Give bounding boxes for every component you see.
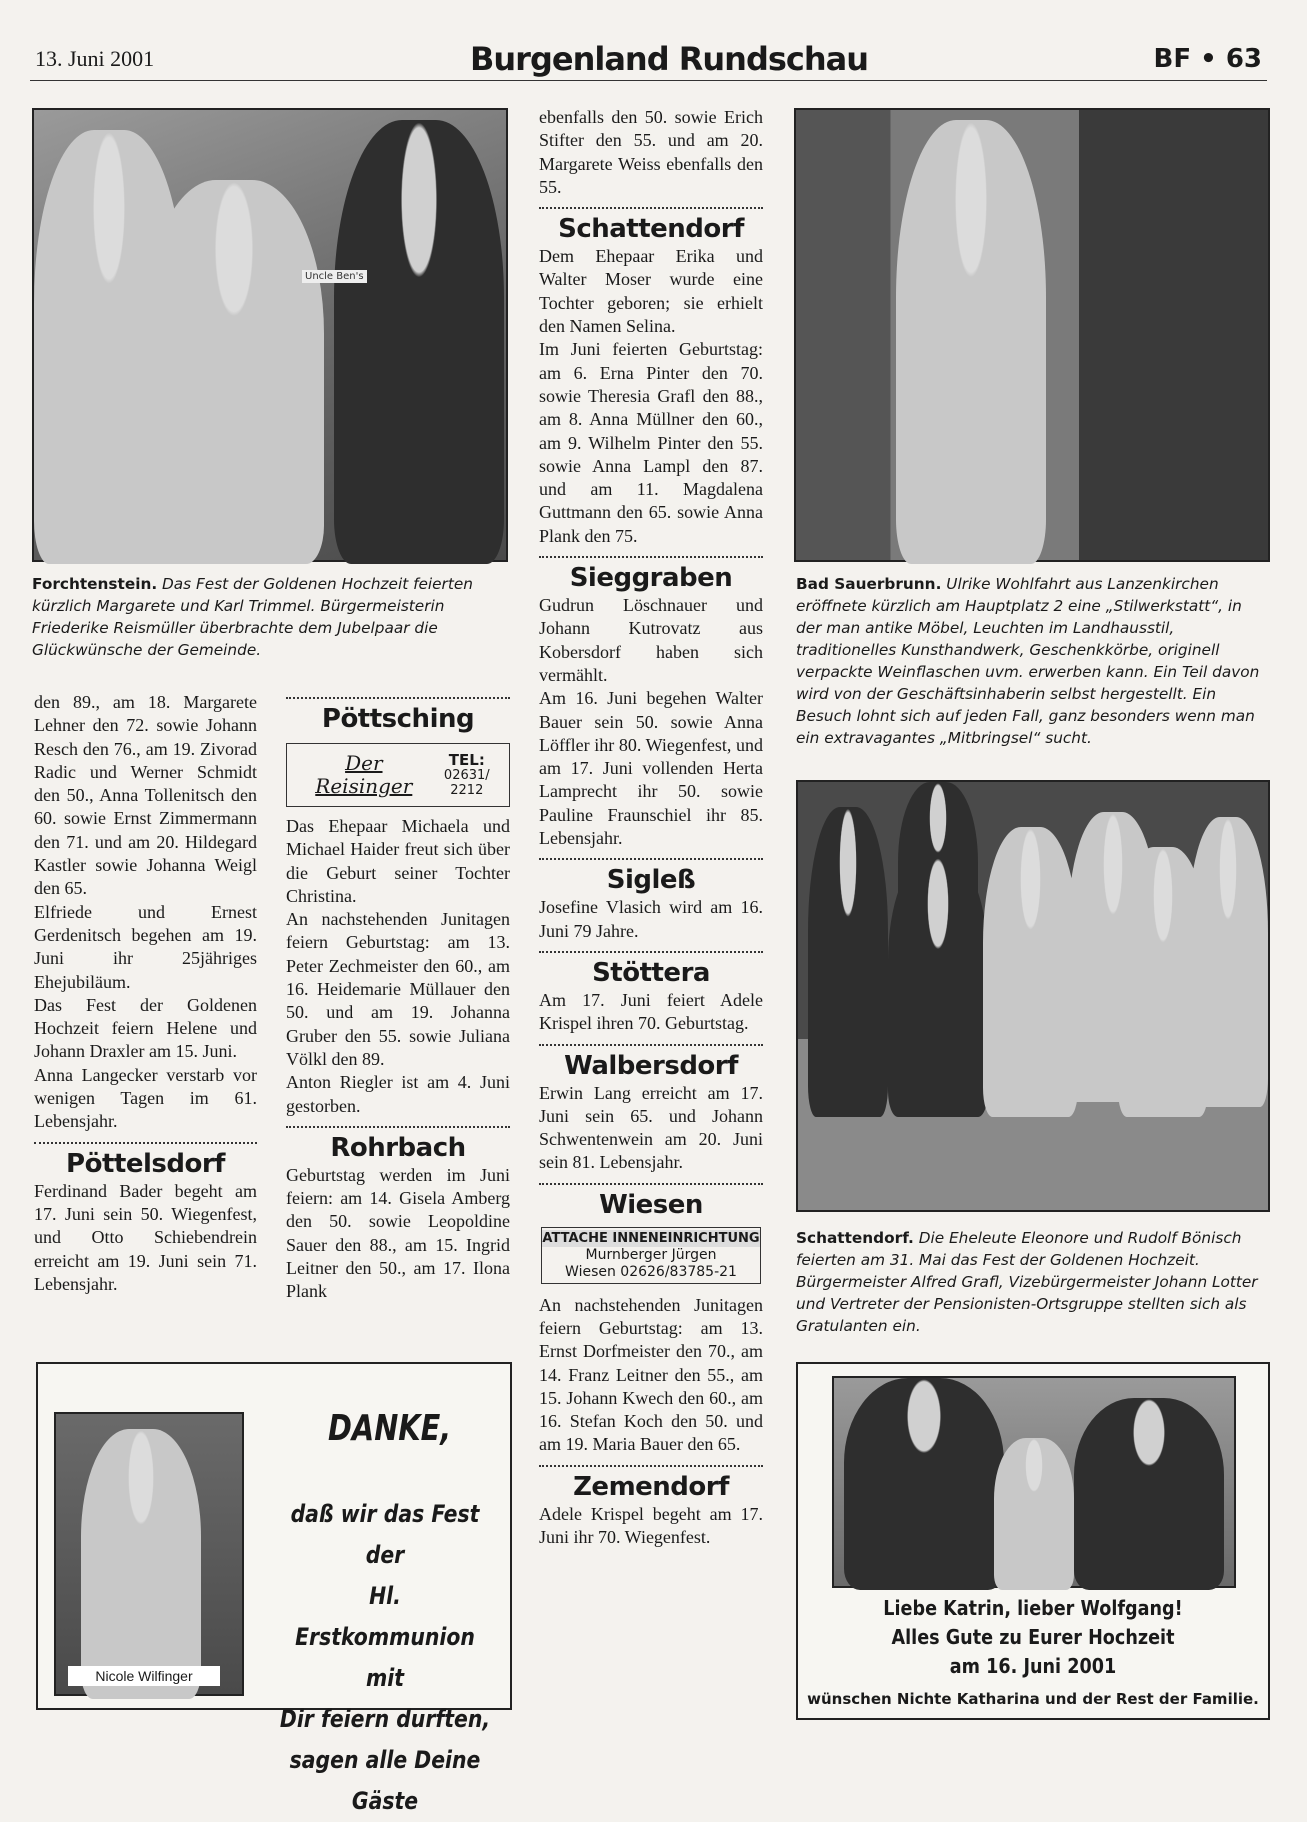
reisinger-logo: Der Reisinger <box>315 750 413 798</box>
danke-title: DANKE, <box>328 1408 452 1449</box>
caption-text: Ulrike Wohlfahrt aus Lanzenkirchen eröffnete kürzlich am Hauptplatz 2 eine „Stilwerkstatt“, in der man antike Möbel, Leuchten im Landhausstil, traditionelles Kunsthandwerk, Geschenkkörbe, originell verpackte Weinflaschen uvm. erwerben kann. Ein Teil davon wird von der Geschäftsinhaberin selbst hergestellt. Ein Besuch lohnt sich auf jeden Fall, ganz besonders wenn man ein extravagantes „Mitbringsel“ sucht. <box>796 575 1260 747</box>
paragraph: Anna Langecker verstarb vor wenigen Tagen im 61. Lebensjahr. <box>34 1064 257 1132</box>
danke-line: Dir feiern durften, <box>279 1705 491 1733</box>
person-figure <box>334 120 504 564</box>
wedding-message <box>798 1594 1268 1713</box>
tel-number: 02631/ 2212 <box>443 767 490 798</box>
section-title-pottsching: Pöttsching <box>321 704 475 734</box>
caption-place: Bad Sauerbrunn. <box>796 575 942 593</box>
danke-line: Hl. Erstkommunion mit <box>295 1582 475 1692</box>
paragraph: Am 16. Juni begehen Walter Bauer sein 50. sowie Anna Löffler ihr 80. Wiegenfest, und am 17. Juni vollenden Herta Lamprecht ihr 50. sowie Pauline Fraunschiel ihr 85. Lebensjahr. <box>539 688 763 849</box>
paragraph: Im Juni feierten Geburtstag: am 6. Erna Pinter den 70. sowie Theresia Grafl den 88., am 8. Anna Müllner den 60., am 9. Wilhelm Pinter den 55. sowie Anna Lampl den 87. und am 11. Magdalena Guttmann den 65. sowie Anna Plank den 75. <box>539 339 763 546</box>
photo-forchtenstein <box>32 108 508 562</box>
wedding-line: am 16. Juni 2001 <box>949 1654 1117 1678</box>
section-divider <box>539 1183 763 1185</box>
section-divider <box>539 858 763 860</box>
paragraph: Anton Riegler ist am 4. Juni gestorben. <box>286 1072 510 1116</box>
ad-phone <box>433 750 501 798</box>
tel-label: TEL: <box>448 750 485 769</box>
paragraph: Josefine Vlasich wird am 16. Juni 79 Jahre. <box>539 897 763 941</box>
section-divider <box>286 697 510 699</box>
person-figure <box>994 1438 1074 1590</box>
section-title-walbersdorf: Walbersdorf <box>564 1050 738 1081</box>
paragraph: Am 17. Juni feiert Adele Krispel ihren 70. Geburtstag. <box>539 989 763 1034</box>
danke-line: daß wir das Fest der <box>290 1500 480 1569</box>
person-figure <box>896 120 1046 564</box>
section-title-stottera: Stöttera <box>592 957 710 988</box>
photo-schattendorf <box>796 780 1270 1212</box>
person-figure <box>983 827 1078 1117</box>
section-title-pottelsdorf: Pöttelsdorf <box>66 1148 225 1179</box>
section-divider <box>539 556 763 558</box>
paragraph: den 89., am 18. Margarete Lehner den 72. sowie Johann Resch den 76., am 19. Zivorad Radic und Werner Schmidt den 50., Anna Tollenitsch den 60. sowie Ernst Zimmermann den 71. und am 20. Hildegard Kastler sowie Johanna Weigl den 65. <box>34 692 257 899</box>
ad-line: ATTACHE INNENEINRICHTUNG <box>542 1230 760 1246</box>
section-title-rohrbach: Rohrbach <box>330 1132 466 1163</box>
photo-bad-sauerbrunn <box>794 108 1270 562</box>
paragraph: Dem Ehepaar Erika und Walter Moser wurde eine Tochter geboren; sie erhielt den Namen Selina. <box>539 246 763 337</box>
photo-nicole <box>54 1412 244 1696</box>
column-3 <box>539 106 763 1549</box>
caption-text: Das Fest der Goldenen Hochzeit feierten kürzlich Margarete und Karl Trimmel. Bürgermeisterin Friederike Reismüller überbrachte dem Jubelpaar die Glückwünsche der Gemeinde. <box>32 575 473 659</box>
danke-message <box>279 1494 492 1822</box>
section-divider <box>539 1044 763 1046</box>
danke-line: sagen alle Deine Gäste <box>289 1746 481 1815</box>
header-rule <box>30 80 1267 81</box>
paragraph: Adele Krispel begeht am 17. Juni ihr 70. Wiegenfest. <box>539 1503 763 1548</box>
paragraph: Erwin Lang erreicht am 17. Juni sein 65. und Johann Schwentenwein am 20. Juni sein 81. Lebensjahr. <box>539 1082 763 1173</box>
ad-wedding <box>796 1362 1270 1720</box>
section-title-sigless: Sigleß <box>606 865 696 896</box>
person-figure <box>81 1429 201 1699</box>
ad-line: Wiesen 02626/83785-21 <box>565 1263 737 1280</box>
person-figure <box>888 857 988 1117</box>
uncle-bens-label: Uncle Ben's <box>302 270 367 283</box>
paragraph: An nachstehenden Junitagen feiern Geburtstag: am 13. Peter Zechmeister den 60., am 16. Heidemarie Müllauer den 50. und am 19. Johanna Gruber den 55. sowie Juliana Völkl den 89. <box>286 909 510 1069</box>
section-divider <box>539 1465 763 1467</box>
ad-attache <box>541 1227 761 1284</box>
section-title-sieggraben: Sieggraben <box>569 563 733 594</box>
paragraph: Geburtstag werden im Juni feiern: am 14. Gisela Amberg den 50. sowie Leopoldine Sauer den 88., am 15. Ingrid Leitner den 50., am 17. Ilona Plank <box>286 1164 510 1302</box>
paragraph: ebenfalls den 50. sowie Erich Stifter den 55. und am 20. Margarete Weiss ebenfalls den 55. <box>539 107 763 197</box>
paragraph: Ferdinand Bader begeht am 17. Juni sein 50. Wiegenfest, und Otto Schiebendrein erreicht am 19. Juni sein 71. Lebensjahr. <box>34 1180 257 1294</box>
caption-schattendorf <box>796 1227 1272 1337</box>
section-divider <box>34 1142 257 1144</box>
section-title-zemendorf: Zemendorf <box>573 1471 729 1502</box>
section-divider <box>539 951 763 953</box>
ad-danke <box>36 1362 512 1815</box>
paragraph: Das Ehepaar Michaela und Michael Haider freut sich über die Geburt seiner Tochter Christina. <box>286 816 510 906</box>
person-figure <box>844 1378 1004 1590</box>
person-figure <box>1188 817 1268 1107</box>
caption-forchtenstein <box>32 573 508 661</box>
caption-place: Schattendorf. <box>796 1229 914 1247</box>
paragraph: Gudrun Löschnauer und Johann Kutrovatz aus Kobersdorf haben sich vermählt. <box>539 595 763 685</box>
page-number: BF • 63 <box>1153 44 1262 74</box>
ad-line: Murnberger Jürgen <box>585 1246 717 1263</box>
caption-bad-sauerbrunn <box>796 573 1272 749</box>
section-title-wiesen: Wiesen <box>599 1189 703 1220</box>
section-divider <box>286 1126 510 1128</box>
wedding-line: Liebe Katrin, lieber Wolfgang! <box>883 1596 1183 1620</box>
paragraph: Das Fest der Goldenen Hochzeit feiern Helene und Johann Draxler am 15. Juni. <box>34 994 257 1062</box>
person-figure <box>808 807 888 1117</box>
newspaper-title: Burgenland Rundschau <box>470 40 869 78</box>
wedding-line: wünschen Nichte Katharina und der Rest der Familie. <box>807 1690 1259 1708</box>
paragraph: Elfriede und Ernest Gerdenitsch begehen am 19. Juni ihr 25jähriges Ehejubiläum. <box>34 901 257 992</box>
person-figure <box>1074 1398 1224 1590</box>
issue-date: 13. Juni 2001 <box>35 46 155 71</box>
caption-place: Forchtenstein. <box>32 575 158 593</box>
caption-text: Die Eheleute Eleonore und Rudolf Bönisch feierten am 31. Mai das Fest der Goldenen Hochzeit. Bürgermeister Alfred Grafl, Vizebürgermeister Johann Lotter und Vertreter der Pensionisten-Ortsgruppe stellten sich als Gratulanten ein. <box>796 1229 1258 1335</box>
paragraph: An nachstehenden Junitagen feiern Geburtstag: am 13. Ernst Dorfmeister den 70., am 14. Franz Leitner den 55., am 15. Johann Kwech den 60., am 16. Stefan Koch den 50. und am 19. Maria Bauer den 65. <box>539 1294 763 1455</box>
photo-wedding <box>832 1376 1236 1588</box>
section-title-schattendorf: Schattendorf <box>558 214 744 245</box>
photo-name-label: Nicole Wilfinger <box>68 1666 220 1686</box>
section-divider <box>539 207 763 209</box>
person-figure <box>144 180 324 564</box>
column-2 <box>286 691 510 1304</box>
ad-reisinger <box>286 743 510 807</box>
wedding-line: Alles Gute zu Eurer Hochzeit <box>891 1625 1175 1649</box>
column-1 <box>34 691 257 1296</box>
